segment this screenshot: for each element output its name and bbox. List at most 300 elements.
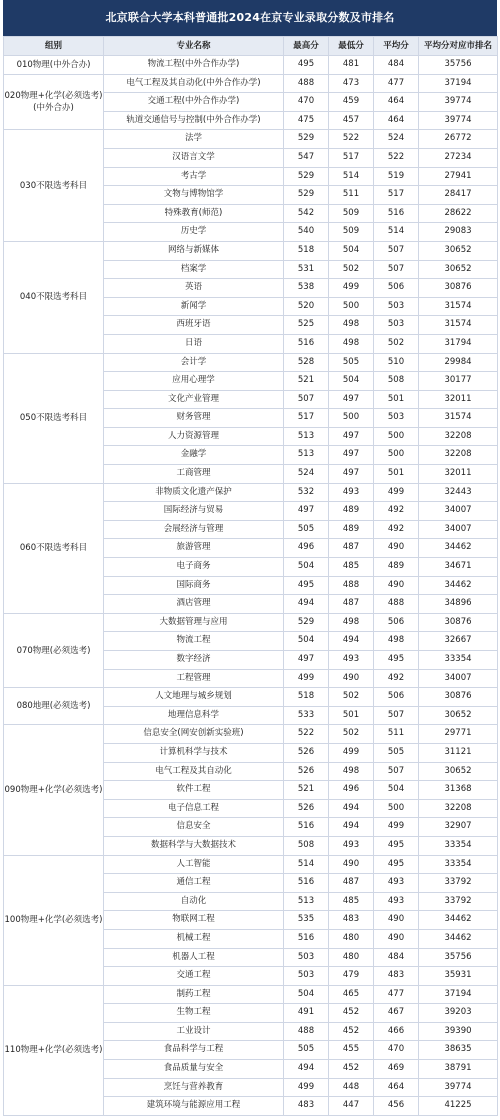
table-row bbox=[4, 353, 498, 372]
min-score-cell: 514 bbox=[329, 167, 374, 186]
max-score-cell: 504 bbox=[284, 985, 329, 1004]
city-rank-cell: 30652 bbox=[419, 260, 498, 279]
min-score-cell: 499 bbox=[329, 279, 374, 298]
major-name-cell: 机械工程 bbox=[104, 929, 284, 948]
min-score-cell: 494 bbox=[329, 818, 374, 837]
major-name-cell: 计算机科学与技术 bbox=[104, 743, 284, 762]
city-rank-cell: 32907 bbox=[419, 818, 498, 837]
major-name-cell: 历史学 bbox=[104, 223, 284, 242]
avg-score-cell: 519 bbox=[374, 167, 419, 186]
max-score-cell: 475 bbox=[284, 111, 329, 130]
major-name-cell: 交通工程(中外合作办学) bbox=[104, 93, 284, 112]
city-rank-cell: 30652 bbox=[419, 241, 498, 260]
min-score-cell: 455 bbox=[329, 1041, 374, 1060]
major-name-cell: 人文地理与城乡规划 bbox=[104, 688, 284, 707]
min-score-cell: 498 bbox=[329, 613, 374, 632]
max-score-cell: 483 bbox=[284, 1097, 329, 1116]
min-score-cell: 490 bbox=[329, 855, 374, 874]
min-score-cell: 502 bbox=[329, 725, 374, 744]
major-name-cell: 西班牙语 bbox=[104, 316, 284, 335]
city-rank-cell: 30177 bbox=[419, 372, 498, 391]
city-rank-cell: 35756 bbox=[419, 56, 498, 75]
min-score-cell: 490 bbox=[329, 669, 374, 688]
major-name-cell: 机器人工程 bbox=[104, 948, 284, 967]
max-score-cell: 535 bbox=[284, 911, 329, 930]
min-score-cell: 509 bbox=[329, 204, 374, 223]
major-name-cell: 数字经济 bbox=[104, 651, 284, 670]
major-name-cell: 烹饪与营养教育 bbox=[104, 1078, 284, 1097]
min-score-cell: 498 bbox=[329, 316, 374, 335]
avg-score-cell: 501 bbox=[374, 465, 419, 484]
min-score-cell: 496 bbox=[329, 781, 374, 800]
table-row bbox=[4, 855, 498, 874]
city-rank-cell: 31574 bbox=[419, 316, 498, 335]
max-score-cell: 516 bbox=[284, 874, 329, 893]
min-score-cell: 500 bbox=[329, 409, 374, 428]
city-rank-cell: 34462 bbox=[419, 576, 498, 595]
city-rank-cell: 28417 bbox=[419, 186, 498, 205]
avg-score-cell: 492 bbox=[374, 669, 419, 688]
max-score-cell: 529 bbox=[284, 186, 329, 205]
column-header-city-rank: 平均分对应市排名 bbox=[419, 37, 498, 56]
avg-score-cell: 493 bbox=[374, 874, 419, 893]
city-rank-cell: 34896 bbox=[419, 595, 498, 614]
group-cell: 080地理(必须选考) bbox=[4, 688, 104, 725]
max-score-cell: 520 bbox=[284, 297, 329, 316]
avg-score-cell: 508 bbox=[374, 372, 419, 391]
min-score-cell: 448 bbox=[329, 1078, 374, 1097]
city-rank-cell: 32011 bbox=[419, 465, 498, 484]
city-rank-cell: 26772 bbox=[419, 130, 498, 149]
avg-score-cell: 503 bbox=[374, 297, 419, 316]
max-score-cell: 505 bbox=[284, 1041, 329, 1060]
min-score-cell: 489 bbox=[329, 520, 374, 539]
major-name-cell: 电子信息工程 bbox=[104, 799, 284, 818]
max-score-cell: 525 bbox=[284, 316, 329, 335]
major-name-cell: 特殊教育(师范) bbox=[104, 204, 284, 223]
group-cell: 070物理(必须选考) bbox=[4, 613, 104, 687]
max-score-cell: 528 bbox=[284, 353, 329, 372]
major-name-cell: 酒店管理 bbox=[104, 595, 284, 614]
group-cell: 050不限选考科目 bbox=[4, 353, 104, 483]
major-name-cell: 档案学 bbox=[104, 260, 284, 279]
max-score-cell: 516 bbox=[284, 929, 329, 948]
min-score-cell: 487 bbox=[329, 539, 374, 558]
group-cell: 040不限选考科目 bbox=[4, 241, 104, 353]
city-rank-cell: 34007 bbox=[419, 502, 498, 521]
avg-score-cell: 492 bbox=[374, 502, 419, 521]
max-score-cell: 526 bbox=[284, 799, 329, 818]
avg-score-cell: 488 bbox=[374, 595, 419, 614]
major-name-cell: 电子商务 bbox=[104, 558, 284, 577]
avg-score-cell: 499 bbox=[374, 483, 419, 502]
avg-score-cell: 484 bbox=[374, 56, 419, 75]
min-score-cell: 509 bbox=[329, 223, 374, 242]
max-score-cell: 514 bbox=[284, 855, 329, 874]
city-rank-cell: 31368 bbox=[419, 781, 498, 800]
city-rank-cell: 34007 bbox=[419, 520, 498, 539]
avg-score-cell: 516 bbox=[374, 204, 419, 223]
table-body bbox=[4, 56, 498, 1116]
avg-score-cell: 514 bbox=[374, 223, 419, 242]
group-cell: 010物理(中外合办) bbox=[4, 56, 104, 75]
group-cell: 020物理+化学(必须选考)(中外合办) bbox=[4, 74, 104, 130]
max-score-cell: 521 bbox=[284, 781, 329, 800]
max-score-cell: 495 bbox=[284, 576, 329, 595]
major-name-cell: 建筑环境与能源应用工程 bbox=[104, 1097, 284, 1116]
major-name-cell: 自动化 bbox=[104, 892, 284, 911]
city-rank-cell: 33354 bbox=[419, 855, 498, 874]
city-rank-cell: 32208 bbox=[419, 799, 498, 818]
city-rank-cell: 28622 bbox=[419, 204, 498, 223]
min-score-cell: 511 bbox=[329, 186, 374, 205]
major-name-cell: 会计学 bbox=[104, 353, 284, 372]
avg-score-cell: 490 bbox=[374, 576, 419, 595]
city-rank-cell: 35756 bbox=[419, 948, 498, 967]
avg-score-cell: 467 bbox=[374, 1004, 419, 1023]
min-score-cell: 497 bbox=[329, 446, 374, 465]
group-cell: 060不限选考科目 bbox=[4, 483, 104, 613]
major-name-cell: 制药工程 bbox=[104, 985, 284, 1004]
min-score-cell: 459 bbox=[329, 93, 374, 112]
avg-score-cell: 507 bbox=[374, 706, 419, 725]
max-score-cell: 470 bbox=[284, 93, 329, 112]
city-rank-cell: 39774 bbox=[419, 93, 498, 112]
major-name-cell: 旅游管理 bbox=[104, 539, 284, 558]
avg-score-cell: 502 bbox=[374, 334, 419, 353]
max-score-cell: 518 bbox=[284, 688, 329, 707]
avg-score-cell: 469 bbox=[374, 1060, 419, 1079]
avg-score-cell: 522 bbox=[374, 148, 419, 167]
major-name-cell: 物流工程(中外合作办学) bbox=[104, 56, 284, 75]
avg-score-cell: 477 bbox=[374, 985, 419, 1004]
max-score-cell: 529 bbox=[284, 130, 329, 149]
city-rank-cell: 34462 bbox=[419, 911, 498, 930]
max-score-cell: 494 bbox=[284, 1060, 329, 1079]
min-score-cell: 493 bbox=[329, 836, 374, 855]
major-name-cell: 汉语言文学 bbox=[104, 148, 284, 167]
city-rank-cell: 39390 bbox=[419, 1022, 498, 1041]
major-name-cell: 工业设计 bbox=[104, 1022, 284, 1041]
min-score-cell: 497 bbox=[329, 390, 374, 409]
city-rank-cell: 33792 bbox=[419, 874, 498, 893]
min-score-cell: 487 bbox=[329, 595, 374, 614]
group-cell: 100物理+化学(必须选考) bbox=[4, 855, 104, 985]
city-rank-cell: 31574 bbox=[419, 297, 498, 316]
min-score-cell: 498 bbox=[329, 334, 374, 353]
avg-score-cell: 501 bbox=[374, 390, 419, 409]
city-rank-cell: 34462 bbox=[419, 539, 498, 558]
city-rank-cell: 29984 bbox=[419, 353, 498, 372]
major-name-cell: 金融学 bbox=[104, 446, 284, 465]
city-rank-cell: 32443 bbox=[419, 483, 498, 502]
min-score-cell: 457 bbox=[329, 111, 374, 130]
major-name-cell: 地理信息科学 bbox=[104, 706, 284, 725]
avg-score-cell: 477 bbox=[374, 74, 419, 93]
city-rank-cell: 30876 bbox=[419, 688, 498, 707]
max-score-cell: 495 bbox=[284, 56, 329, 75]
avg-score-cell: 504 bbox=[374, 781, 419, 800]
table-row bbox=[4, 688, 498, 707]
avg-score-cell: 511 bbox=[374, 725, 419, 744]
column-header-min-score: 最低分 bbox=[329, 37, 374, 56]
major-name-cell: 国际商务 bbox=[104, 576, 284, 595]
avg-score-cell: 500 bbox=[374, 799, 419, 818]
city-rank-cell: 30652 bbox=[419, 706, 498, 725]
max-score-cell: 488 bbox=[284, 1022, 329, 1041]
major-name-cell: 网络与新媒体 bbox=[104, 241, 284, 260]
min-score-cell: 517 bbox=[329, 148, 374, 167]
avg-score-cell: 489 bbox=[374, 558, 419, 577]
min-score-cell: 499 bbox=[329, 743, 374, 762]
major-name-cell: 信息安全(网安创新实验班) bbox=[104, 725, 284, 744]
major-name-cell: 法学 bbox=[104, 130, 284, 149]
major-name-cell: 电气工程及其自动化 bbox=[104, 762, 284, 781]
max-score-cell: 505 bbox=[284, 520, 329, 539]
avg-score-cell: 466 bbox=[374, 1022, 419, 1041]
city-rank-cell: 31574 bbox=[419, 409, 498, 428]
city-rank-cell: 29771 bbox=[419, 725, 498, 744]
max-score-cell: 529 bbox=[284, 613, 329, 632]
max-score-cell: 547 bbox=[284, 148, 329, 167]
max-score-cell: 532 bbox=[284, 483, 329, 502]
major-name-cell: 交通工程 bbox=[104, 967, 284, 986]
max-score-cell: 494 bbox=[284, 595, 329, 614]
table-row bbox=[4, 985, 498, 1004]
major-name-cell: 英语 bbox=[104, 279, 284, 298]
city-rank-cell: 33354 bbox=[419, 836, 498, 855]
avg-score-cell: 500 bbox=[374, 427, 419, 446]
min-score-cell: 479 bbox=[329, 967, 374, 986]
city-rank-cell: 38791 bbox=[419, 1060, 498, 1079]
table-row bbox=[4, 483, 498, 502]
min-score-cell: 485 bbox=[329, 892, 374, 911]
min-score-cell: 504 bbox=[329, 372, 374, 391]
avg-score-cell: 464 bbox=[374, 1078, 419, 1097]
table-row bbox=[4, 725, 498, 744]
avg-score-cell: 506 bbox=[374, 279, 419, 298]
max-score-cell: 508 bbox=[284, 836, 329, 855]
city-rank-cell: 37194 bbox=[419, 74, 498, 93]
city-rank-cell: 32011 bbox=[419, 390, 498, 409]
group-cell: 110物理+化学(必须选考) bbox=[4, 985, 104, 1115]
min-score-cell: 473 bbox=[329, 74, 374, 93]
min-score-cell: 494 bbox=[329, 799, 374, 818]
table-row bbox=[4, 130, 498, 149]
min-score-cell: 504 bbox=[329, 241, 374, 260]
major-name-cell: 人工智能 bbox=[104, 855, 284, 874]
max-score-cell: 533 bbox=[284, 706, 329, 725]
max-score-cell: 542 bbox=[284, 204, 329, 223]
min-score-cell: 452 bbox=[329, 1060, 374, 1079]
avg-score-cell: 490 bbox=[374, 539, 419, 558]
major-name-cell: 工商管理 bbox=[104, 465, 284, 484]
city-rank-cell: 30876 bbox=[419, 613, 498, 632]
max-score-cell: 521 bbox=[284, 372, 329, 391]
max-score-cell: 516 bbox=[284, 818, 329, 837]
major-name-cell: 食品科学与工程 bbox=[104, 1041, 284, 1060]
city-rank-cell: 30652 bbox=[419, 762, 498, 781]
city-rank-cell: 32208 bbox=[419, 427, 498, 446]
city-rank-cell: 37194 bbox=[419, 985, 498, 1004]
city-rank-cell: 32208 bbox=[419, 446, 498, 465]
city-rank-cell: 38635 bbox=[419, 1041, 498, 1060]
major-name-cell: 财务管理 bbox=[104, 409, 284, 428]
avg-score-cell: 510 bbox=[374, 353, 419, 372]
major-name-cell: 新闻学 bbox=[104, 297, 284, 316]
major-name-cell: 非物质文化遗产保护 bbox=[104, 483, 284, 502]
major-name-cell: 国际经济与贸易 bbox=[104, 502, 284, 521]
major-name-cell: 大数据管理与应用 bbox=[104, 613, 284, 632]
min-score-cell: 489 bbox=[329, 502, 374, 521]
max-score-cell: 529 bbox=[284, 167, 329, 186]
min-score-cell: 494 bbox=[329, 632, 374, 651]
avg-score-cell: 503 bbox=[374, 316, 419, 335]
avg-score-cell: 506 bbox=[374, 688, 419, 707]
page-title: 北京联合大学本科普通批2024在京专业录取分数及市排名 bbox=[3, 0, 497, 36]
major-name-cell: 数据科学与大数据技术 bbox=[104, 836, 284, 855]
major-name-cell: 生物工程 bbox=[104, 1004, 284, 1023]
group-cell: 090物理+化学(必须选考) bbox=[4, 725, 104, 855]
avg-score-cell: 490 bbox=[374, 911, 419, 930]
avg-score-cell: 499 bbox=[374, 818, 419, 837]
max-score-cell: 538 bbox=[284, 279, 329, 298]
max-score-cell: 540 bbox=[284, 223, 329, 242]
city-rank-cell: 41225 bbox=[419, 1097, 498, 1116]
major-name-cell: 电气工程及其自动化(中外合作办学) bbox=[104, 74, 284, 93]
city-rank-cell: 33354 bbox=[419, 651, 498, 670]
city-rank-cell: 31121 bbox=[419, 743, 498, 762]
table-row bbox=[4, 241, 498, 260]
min-score-cell: 493 bbox=[329, 651, 374, 670]
avg-score-cell: 495 bbox=[374, 836, 419, 855]
max-score-cell: 522 bbox=[284, 725, 329, 744]
min-score-cell: 497 bbox=[329, 427, 374, 446]
max-score-cell: 503 bbox=[284, 967, 329, 986]
table-row bbox=[4, 56, 498, 75]
major-name-cell: 会展经济与管理 bbox=[104, 520, 284, 539]
avg-score-cell: 495 bbox=[374, 855, 419, 874]
table-row bbox=[4, 613, 498, 632]
city-rank-cell: 34671 bbox=[419, 558, 498, 577]
avg-score-cell: 493 bbox=[374, 892, 419, 911]
max-score-cell: 504 bbox=[284, 558, 329, 577]
major-name-cell: 轨道交通信号与控制(中外合作办学) bbox=[104, 111, 284, 130]
city-rank-cell: 34007 bbox=[419, 669, 498, 688]
avg-score-cell: 507 bbox=[374, 762, 419, 781]
avg-score-cell: 503 bbox=[374, 409, 419, 428]
max-score-cell: 518 bbox=[284, 241, 329, 260]
city-rank-cell: 32667 bbox=[419, 632, 498, 651]
min-score-cell: 497 bbox=[329, 465, 374, 484]
major-name-cell: 物联网工程 bbox=[104, 911, 284, 930]
min-score-cell: 483 bbox=[329, 911, 374, 930]
min-score-cell: 480 bbox=[329, 929, 374, 948]
avg-score-cell: 464 bbox=[374, 111, 419, 130]
min-score-cell: 493 bbox=[329, 483, 374, 502]
column-header-max-score: 最高分 bbox=[284, 37, 329, 56]
max-score-cell: 526 bbox=[284, 762, 329, 781]
major-name-cell: 考古学 bbox=[104, 167, 284, 186]
min-score-cell: 501 bbox=[329, 706, 374, 725]
column-header-major: 专业名称 bbox=[104, 37, 284, 56]
max-score-cell: 513 bbox=[284, 427, 329, 446]
city-rank-cell: 29083 bbox=[419, 223, 498, 242]
min-score-cell: 452 bbox=[329, 1004, 374, 1023]
major-name-cell: 文物与博物馆学 bbox=[104, 186, 284, 205]
max-score-cell: 526 bbox=[284, 743, 329, 762]
major-name-cell: 工程管理 bbox=[104, 669, 284, 688]
max-score-cell: 499 bbox=[284, 1078, 329, 1097]
admission-table-sheet bbox=[3, 0, 497, 1116]
city-rank-cell: 27234 bbox=[419, 148, 498, 167]
min-score-cell: 485 bbox=[329, 558, 374, 577]
max-score-cell: 513 bbox=[284, 446, 329, 465]
major-name-cell: 物流工程 bbox=[104, 632, 284, 651]
min-score-cell: 452 bbox=[329, 1022, 374, 1041]
avg-score-cell: 507 bbox=[374, 241, 419, 260]
city-rank-cell: 31794 bbox=[419, 334, 498, 353]
major-name-cell: 通信工程 bbox=[104, 874, 284, 893]
min-score-cell: 487 bbox=[329, 874, 374, 893]
min-score-cell: 465 bbox=[329, 985, 374, 1004]
min-score-cell: 522 bbox=[329, 130, 374, 149]
max-score-cell: 531 bbox=[284, 260, 329, 279]
max-score-cell: 507 bbox=[284, 390, 329, 409]
max-score-cell: 496 bbox=[284, 539, 329, 558]
avg-score-cell: 500 bbox=[374, 446, 419, 465]
max-score-cell: 516 bbox=[284, 334, 329, 353]
city-rank-cell: 39774 bbox=[419, 1078, 498, 1097]
max-score-cell: 499 bbox=[284, 669, 329, 688]
min-score-cell: 488 bbox=[329, 576, 374, 595]
table-row bbox=[4, 74, 498, 93]
avg-score-cell: 484 bbox=[374, 948, 419, 967]
group-cell: 030不限选考科目 bbox=[4, 130, 104, 242]
min-score-cell: 447 bbox=[329, 1097, 374, 1116]
min-score-cell: 480 bbox=[329, 948, 374, 967]
major-name-cell: 信息安全 bbox=[104, 818, 284, 837]
avg-score-cell: 492 bbox=[374, 520, 419, 539]
min-score-cell: 498 bbox=[329, 762, 374, 781]
min-score-cell: 502 bbox=[329, 260, 374, 279]
avg-score-cell: 505 bbox=[374, 743, 419, 762]
avg-score-cell: 490 bbox=[374, 929, 419, 948]
min-score-cell: 481 bbox=[329, 56, 374, 75]
min-score-cell: 505 bbox=[329, 353, 374, 372]
city-rank-cell: 33792 bbox=[419, 892, 498, 911]
city-rank-cell: 39203 bbox=[419, 1004, 498, 1023]
max-score-cell: 497 bbox=[284, 502, 329, 521]
max-score-cell: 491 bbox=[284, 1004, 329, 1023]
city-rank-cell: 34462 bbox=[419, 929, 498, 948]
max-score-cell: 497 bbox=[284, 651, 329, 670]
avg-score-cell: 495 bbox=[374, 651, 419, 670]
column-header-avg-score: 平均分 bbox=[374, 37, 419, 56]
admission-score-table bbox=[3, 36, 498, 1116]
table-header-row bbox=[4, 37, 498, 56]
city-rank-cell: 27941 bbox=[419, 167, 498, 186]
avg-score-cell: 507 bbox=[374, 260, 419, 279]
major-name-cell: 软件工程 bbox=[104, 781, 284, 800]
avg-score-cell: 456 bbox=[374, 1097, 419, 1116]
avg-score-cell: 506 bbox=[374, 613, 419, 632]
avg-score-cell: 524 bbox=[374, 130, 419, 149]
avg-score-cell: 517 bbox=[374, 186, 419, 205]
major-name-cell: 人力资源管理 bbox=[104, 427, 284, 446]
avg-score-cell: 464 bbox=[374, 93, 419, 112]
column-header-group: 组别 bbox=[4, 37, 104, 56]
